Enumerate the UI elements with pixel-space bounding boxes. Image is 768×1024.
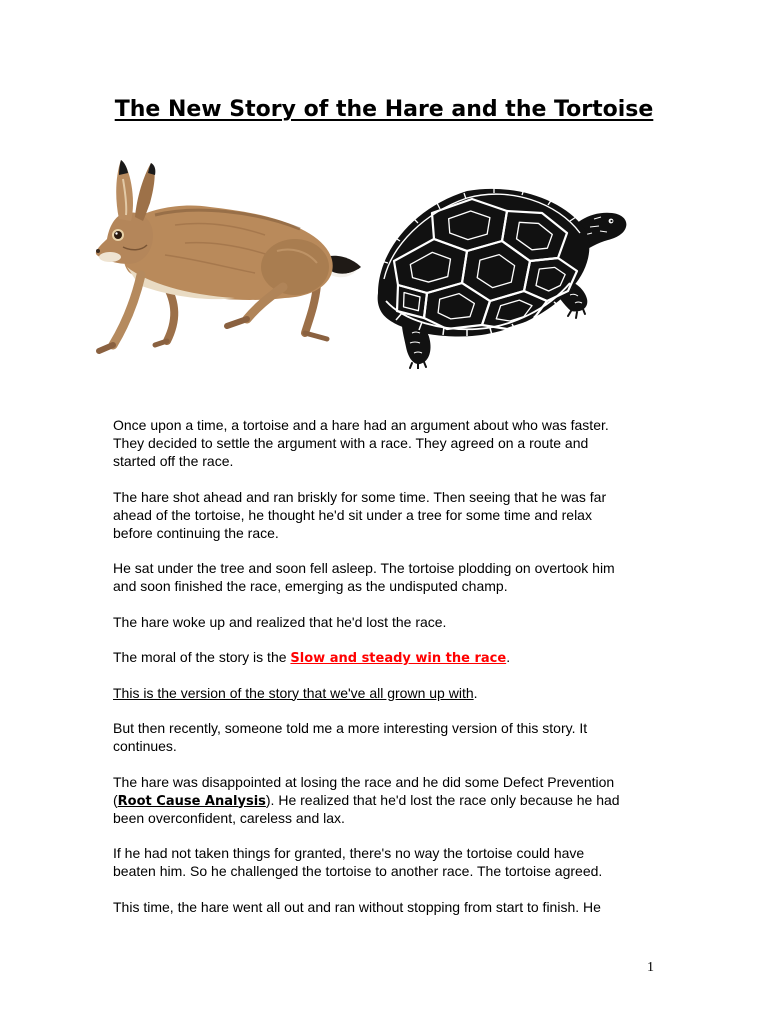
text-line: beaten him. So he challenged the tortoise to another race. The tortoise agreed. (113, 863, 603, 879)
paragraph-moral (113, 648, 713, 666)
text-line: been overconfident, careless and lax. (113, 809, 345, 826)
text-line: If he had not taken things for granted, there's no way the tortoise could have (113, 845, 585, 861)
moral-highlight: Slow and steady win the race (290, 651, 507, 666)
paragraph-race (113, 488, 713, 542)
story-text (113, 416, 713, 933)
paragraph-second-race (113, 898, 713, 916)
text-line: and soon finished the race, emerging as the undisputed champ. (113, 578, 508, 594)
paragraph-nap (113, 559, 713, 595)
hare-illustration (95, 155, 363, 383)
hare-head (96, 212, 153, 263)
paragraph-wake (113, 613, 713, 631)
moral-suffix: . (506, 649, 511, 665)
text-line: before continuing the race. (113, 524, 279, 541)
tortoise-illustration (372, 183, 628, 369)
text-line: Once upon a time, a tortoise and a hare had an argument about who was faster. (113, 417, 609, 433)
moral-prefix: The moral of the story is the (113, 649, 287, 665)
text-line: continues. (113, 738, 177, 754)
text-line: The hare shot ahead and ran briskly for some time. Then seeing that he was far (113, 488, 607, 505)
open-paren: ( (113, 791, 118, 808)
tortoise-icon (372, 183, 628, 369)
line-rest: ). He realized that he'd lost the race only because he had (265, 791, 620, 808)
text-line (113, 648, 713, 666)
paragraph-rematch (113, 844, 713, 880)
text-line: The hare woke up and realized that he'd lost the race. (113, 613, 447, 630)
text-line: This time, the hare went all out and ran without stopping from start to finish. He (113, 898, 601, 915)
hare-eye (112, 229, 124, 241)
text-line (113, 684, 713, 702)
page-title: The New Story of the Hare and the Tortoise (114, 97, 654, 122)
root-cause-analysis-term: Root Cause Analysis (117, 793, 266, 809)
version-note-text: This is the version of the story that we've all grown up with (113, 684, 474, 701)
paragraph-version-note (113, 684, 713, 702)
version-note-suffix: . (473, 684, 478, 701)
text-line: ahead of the tortoise, he thought he'd sit under a tree for some time and relax (113, 506, 592, 523)
hare-icon (95, 155, 363, 383)
paragraph-opening (113, 416, 713, 470)
text-line: They decided to settle the argument with a race. They agreed on a route and (113, 435, 589, 451)
text-line: But then recently, someone told me a more interesting version of this story. It (113, 720, 588, 736)
page-number: 1 (647, 960, 654, 975)
paragraph-defect-prevention (113, 773, 713, 827)
text-line: He sat under the tree and soon fell asleep. The tortoise plodding on overtook him (113, 560, 615, 576)
text-line: The hare was disappointed at losing the race and he did some Defect Prevention (113, 773, 615, 790)
hare-ears (116, 160, 155, 221)
text-line: started off the race. (113, 453, 234, 469)
tortoise-shell (378, 188, 590, 336)
text-line (113, 791, 713, 809)
paragraph-recently (113, 719, 713, 755)
